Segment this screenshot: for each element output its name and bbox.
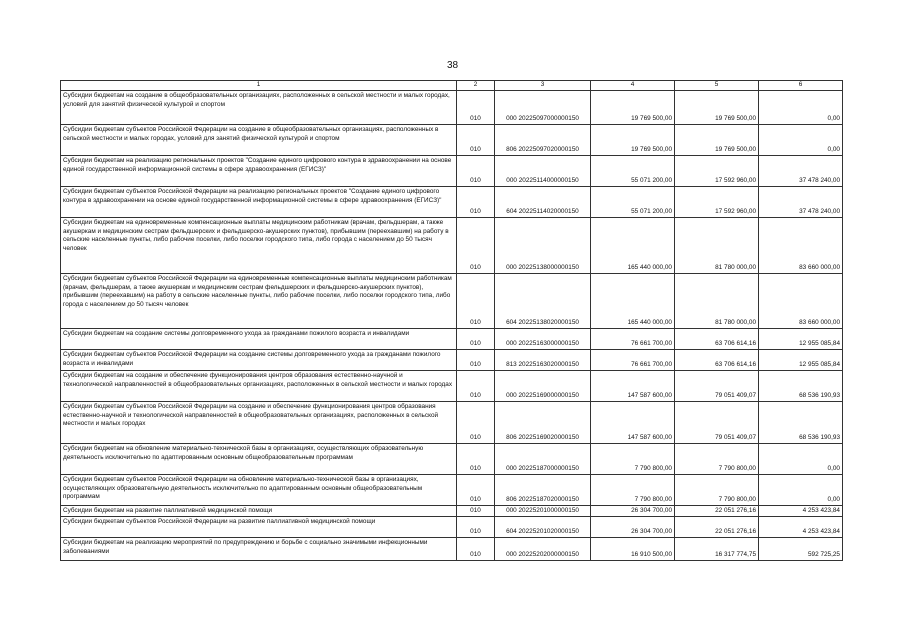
table-row xyxy=(61,350,843,371)
row-col-6: 0,00 xyxy=(759,91,843,125)
header-col-5: 5 xyxy=(675,81,759,91)
row-col-5: 81 780 000,00 xyxy=(675,218,759,274)
row-chapter: 010 xyxy=(457,125,495,156)
row-chapter: 010 xyxy=(457,187,495,218)
table-row xyxy=(61,517,843,538)
row-col-6: 83 660 000,00 xyxy=(759,274,843,329)
row-name: Субсидии бюджетам на реализацию мероприятий по предупреждению и борьбе с социально значимыми инфекционными заболеваниями xyxy=(61,538,457,561)
row-col-4: 19 769 500,00 xyxy=(591,125,675,156)
row-chapter: 010 xyxy=(457,506,495,517)
row-chapter: 010 xyxy=(457,91,495,125)
table-row xyxy=(61,506,843,517)
row-name: Субсидии бюджетам на реализацию региональных проектов "Создание единого цифрового контура в здравоохранении на основе единой государственной информационной системы в сфере здравоохранения (ЕГИСЗ)" xyxy=(61,156,457,187)
table-row xyxy=(61,444,843,475)
row-code: 604 20225138020000150 xyxy=(495,274,591,329)
row-name: Субсидии бюджетам субъектов Российской Федерации на обновление материально-технической базы в организациях, осуществляющих образовательную деятельность исключительно по адаптированным основным общеобразовательным программам xyxy=(61,475,457,506)
header-row xyxy=(61,81,843,91)
table-row xyxy=(61,371,843,402)
row-col-6: 0,00 xyxy=(759,444,843,475)
row-col-4: 55 071 200,00 xyxy=(591,156,675,187)
row-col-5: 7 790 800,00 xyxy=(675,475,759,506)
table-row xyxy=(61,402,843,444)
row-col-4: 76 661 700,00 xyxy=(591,350,675,371)
row-code: 813 20225163020000150 xyxy=(495,350,591,371)
row-name: Субсидии бюджетам субъектов Российской Федерации на единовременные компенсационные выплаты медицинским работникам (врачам, фельдшерам, а также акушеркам и медицинским сестрам фельдшерских и фельдшерско-акушерских пунктов), прибывшим (переехавшим) на работу в сельские населенные пункты, либо рабочие поселки, либо поселки городского типа, либо города с населением до 50 тысяч человек xyxy=(61,274,457,329)
row-chapter: 010 xyxy=(457,402,495,444)
table-body xyxy=(61,91,843,561)
row-code: 000 20225138000000150 xyxy=(495,218,591,274)
row-col-5: 79 051 409,07 xyxy=(675,371,759,402)
budget-table xyxy=(60,80,843,561)
header-col-2: 2 xyxy=(457,81,495,91)
row-col-5: 79 051 409,07 xyxy=(675,402,759,444)
row-code: 000 20225201000000150 xyxy=(495,506,591,517)
table-row xyxy=(61,274,843,329)
row-name: Субсидии бюджетам на создание в общеобразовательных организациях, расположенных в сельской местности и малых городах, условий для занятий физической культурой и спортом xyxy=(61,91,457,125)
table-row xyxy=(61,218,843,274)
row-col-6: 0,00 xyxy=(759,475,843,506)
row-code: 806 20225187020000150 xyxy=(495,475,591,506)
row-code: 000 20225169000000150 xyxy=(495,371,591,402)
row-chapter: 010 xyxy=(457,350,495,371)
row-name: Субсидии бюджетам на развитие паллиативной медицинской помощи xyxy=(61,506,457,517)
row-col-4: 7 790 800,00 xyxy=(591,444,675,475)
table-row xyxy=(61,475,843,506)
row-chapter: 010 xyxy=(457,371,495,402)
row-col-6: 68 536 190,93 xyxy=(759,402,843,444)
row-code: 000 20225202000000150 xyxy=(495,538,591,561)
row-col-6: 4 253 423,84 xyxy=(759,517,843,538)
row-code: 000 20225187000000150 xyxy=(495,444,591,475)
row-col-6: 37 478 240,00 xyxy=(759,187,843,218)
row-col-6: 4 253 423,84 xyxy=(759,506,843,517)
row-col-5: 22 051 276,16 xyxy=(675,506,759,517)
row-chapter: 010 xyxy=(457,538,495,561)
row-col-5: 63 706 614,16 xyxy=(675,350,759,371)
row-col-6: 0,00 xyxy=(759,125,843,156)
row-col-5: 17 592 960,00 xyxy=(675,187,759,218)
row-col-6: 68 536 190,93 xyxy=(759,371,843,402)
row-chapter: 010 xyxy=(457,444,495,475)
row-col-5: 16 317 774,75 xyxy=(675,538,759,561)
row-name: Субсидии бюджетам субъектов Российской Федерации на создание в общеобразовательных организациях, расположенных в сельской местности и малых городах, условий для занятий физической культурой и спортом xyxy=(61,125,457,156)
header-col-3: 3 xyxy=(495,81,591,91)
table-row xyxy=(61,329,843,350)
row-col-5: 7 790 800,00 xyxy=(675,444,759,475)
row-name: Субсидии бюджетам на создание и обеспечение функционирования центров образования естественно-научной и технологической направленностей в общеобразовательных организациях, расположенных в сельской местности и малых городах xyxy=(61,371,457,402)
row-col-4: 147 587 600,00 xyxy=(591,371,675,402)
row-name: Субсидии бюджетам на создание системы долговременного ухода за гражданами пожилого возраста и инвалидами xyxy=(61,329,457,350)
row-col-6: 12 955 085,84 xyxy=(759,329,843,350)
table-row xyxy=(61,91,843,125)
table-row xyxy=(61,187,843,218)
row-chapter: 010 xyxy=(457,156,495,187)
header-col-6: 6 xyxy=(759,81,843,91)
row-col-6: 37 478 240,00 xyxy=(759,156,843,187)
row-col-4: 165 440 000,00 xyxy=(591,218,675,274)
row-name: Субсидии бюджетам субъектов Российской Федерации на создание системы долговременного ухода за гражданами пожилого возраста и инвалидами xyxy=(61,350,457,371)
row-col-4: 147 587 600,00 xyxy=(591,402,675,444)
row-chapter: 010 xyxy=(457,274,495,329)
row-col-4: 26 304 700,00 xyxy=(591,517,675,538)
row-name: Субсидии бюджетам субъектов Российской Федерации на реализацию региональных проектов "Создание единого цифрового контура в здравоохранении на основе единой государственной информационной системы в сфере здравоохранения (ЕГИСЗ)" xyxy=(61,187,457,218)
row-name: Субсидии бюджетам субъектов Российской Федерации на развитие паллиативной медицинской помощи xyxy=(61,517,457,538)
table-row xyxy=(61,538,843,561)
row-col-5: 81 780 000,00 xyxy=(675,274,759,329)
table-row xyxy=(61,156,843,187)
row-col-6: 12 955 085,84 xyxy=(759,350,843,371)
header-col-1: 1 xyxy=(61,81,457,91)
row-col-5: 22 051 276,16 xyxy=(675,517,759,538)
row-code: 806 20225169020000150 xyxy=(495,402,591,444)
row-col-5: 17 592 960,00 xyxy=(675,156,759,187)
row-col-5: 19 769 500,00 xyxy=(675,125,759,156)
row-col-4: 19 769 500,00 xyxy=(591,91,675,125)
row-code: 604 20225114020000150 xyxy=(495,187,591,218)
row-chapter: 010 xyxy=(457,517,495,538)
row-col-5: 19 769 500,00 xyxy=(675,91,759,125)
row-chapter: 010 xyxy=(457,329,495,350)
row-name: Субсидии бюджетам на единовременные компенсационные выплаты медицинским работникам (врачам, фельдшерам, а также акушеркам и медицинским сестрам фельдшерских и фельдшерско-акушерских пунктов), прибывшим (переехавшим) на работу в сельские населенные пункты, либо рабочие поселки, либо поселки городского типа, либо города с населением до 50 тысяч человек xyxy=(61,218,457,274)
row-code: 604 20225201020000150 xyxy=(495,517,591,538)
row-name: Субсидии бюджетам субъектов Российской Федерации на создание и обеспечение функционирования центров образования естественно-научной и технологической направленностей в общеобразовательных организациях, расположенных в сельской местности и малых городах xyxy=(61,402,457,444)
row-code: 000 20225114000000150 xyxy=(495,156,591,187)
row-col-6: 592 725,25 xyxy=(759,538,843,561)
row-col-4: 7 790 800,00 xyxy=(591,475,675,506)
row-code: 806 20225097020000150 xyxy=(495,125,591,156)
row-col-5: 63 706 614,16 xyxy=(675,329,759,350)
table-header xyxy=(61,81,843,91)
header-col-4: 4 xyxy=(591,81,675,91)
row-code: 000 20225097000000150 xyxy=(495,91,591,125)
row-code: 000 20225163000000150 xyxy=(495,329,591,350)
page-number: 38 xyxy=(446,60,459,71)
table-row xyxy=(61,125,843,156)
row-col-4: 16 910 500,00 xyxy=(591,538,675,561)
row-chapter: 010 xyxy=(457,218,495,274)
row-col-4: 76 661 700,00 xyxy=(591,329,675,350)
row-col-4: 26 304 700,00 xyxy=(591,506,675,517)
row-name: Субсидии бюджетам на обновление материально-технической базы в организациях, осуществляющих образовательную деятельность исключительно по адаптированным основным общеобразовательным программам xyxy=(61,444,457,475)
row-chapter: 010 xyxy=(457,475,495,506)
row-col-6: 83 660 000,00 xyxy=(759,218,843,274)
row-col-4: 55 071 200,00 xyxy=(591,187,675,218)
row-col-4: 165 440 000,00 xyxy=(591,274,675,329)
